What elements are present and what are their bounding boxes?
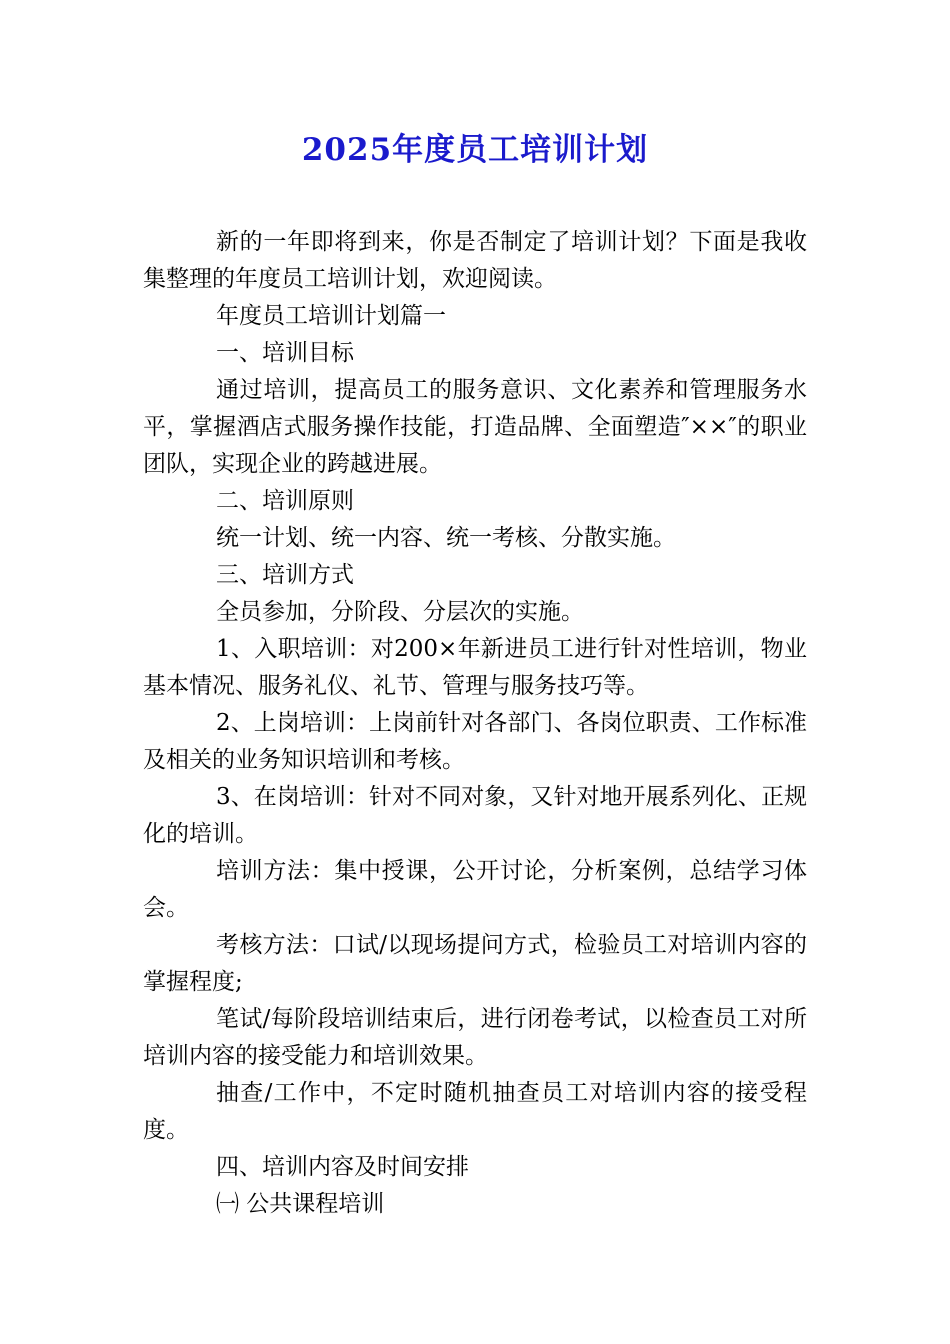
paragraph-assessment-written: 笔试/每阶段培训结束后，进行闭卷考试，以检查员工对所培训内容的接受能力和培训效果。 [143, 1006, 807, 1069]
paragraph-training-principles: 统一计划、统一内容、统一考核、分散实施。 [216, 525, 676, 551]
paragraph-assessment-spot-check: 抽查/工作中，不定时随机抽查员工对培训内容的接受程度。 [143, 1080, 807, 1143]
document-title: 2025年度员工培训计划 [301, 132, 649, 168]
item-on-job-training: 3、在岗培训：针对不同对象，又针对地开展系列化、正规化的培训。 [143, 784, 807, 847]
intro-paragraph: 新的一年即将到来，你是否制定了培训计划？下面是我收集整理的年度员工培训计划，欢迎阅读。 [143, 229, 807, 292]
item-pre-job-training: 2、上岗培训：上岗前针对各部门、各岗位职责、工作标准及相关的业务知识培训和考核。 [143, 710, 807, 773]
paragraph-training-approach: 培训方法：集中授课，公开讨论，分析案例，总结学习体会。 [143, 858, 807, 921]
subheading-public-courses: ㈠ 公共课程培训 [216, 1191, 385, 1217]
paragraph-training-methods: 全员参加，分阶段、分层次的实施。 [216, 599, 584, 625]
heading-training-schedule: 四、培训内容及时间安排 [216, 1154, 469, 1180]
item-onboarding-training: 1、入职培训：对200×年新进员工进行针对性培训，物业基本情况、服务礼仪、礼节、管理与服务技巧等。 [143, 636, 807, 699]
heading-training-methods: 三、培训方式 [216, 562, 354, 588]
section-heading-part-one: 年度员工培训计划篇一 [216, 303, 446, 329]
heading-training-goals: 一、培训目标 [216, 340, 354, 366]
paragraph-assessment-oral: 考核方法：口试/以现场提问方式，检验员工对培训内容的掌握程度; [143, 932, 807, 995]
paragraph-training-goals: 通过培训，提高员工的服务意识、文化素养和管理服务水平，掌握酒店式服务操作技能，打造品牌、全面塑造″××″的职业团队，实现企业的跨越进展。 [143, 377, 807, 477]
heading-training-principles: 二、培训原则 [216, 488, 354, 514]
document-body [143, 224, 807, 1223]
